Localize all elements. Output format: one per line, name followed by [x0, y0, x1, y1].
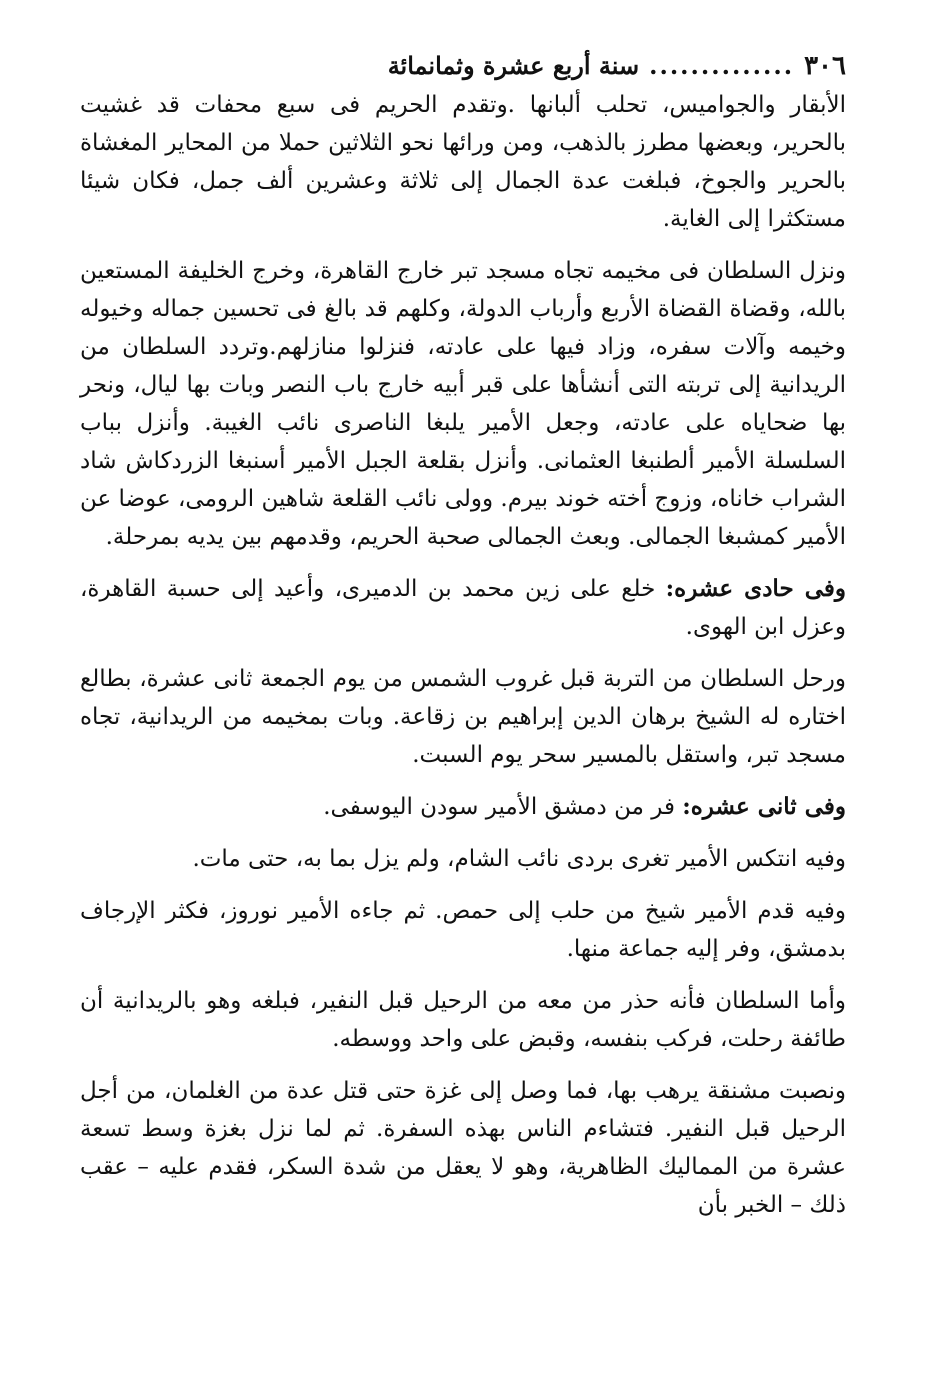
paragraph: [80, 252, 846, 556]
paragraph: [80, 982, 846, 1058]
running-title: سنة أربع عشرة وثمانمائة: [387, 51, 640, 80]
paragraph-lead: وفى ثانى عشره:: [682, 793, 846, 820]
paragraph: [80, 840, 846, 878]
page-number: ٣٠٦: [804, 51, 846, 81]
paragraph-text: ونصبت مشنقة يرهب بها، فما وصل إلى غزة حتى قتل عدة من الغلمان، من أجل الرحيل قبل النفير. فتشاءم الناس بهذه السفرة. ثم لما نزل بغزة وسط تسعة عشرة من المماليك الظاهرية، وهو لا يعقل من شدة السكر، فقدم عليه – عقب ذلك – الخبر بأن: [80, 1078, 846, 1218]
paragraph: [80, 892, 846, 968]
paragraph: [80, 788, 846, 826]
paragraph-lead: وفى حادى عشره:: [665, 575, 846, 602]
paragraph: [80, 660, 846, 774]
running-header: [80, 46, 846, 86]
paragraph: [80, 1072, 846, 1224]
paragraph: [80, 570, 846, 646]
paragraph-text: وفيه انتكس الأمير تغرى بردى نائب الشام، ولم يزل بما به، حتى مات.: [192, 846, 846, 872]
paragraph: [80, 86, 846, 238]
paragraph-text: فر من دمشق الأمير سودن اليوسفى.: [323, 794, 683, 820]
header-leader-dots: ..............: [649, 51, 795, 80]
paragraph-text: خلع على زين محمد بن الدميرى، وأعيد إلى حسبة القاهرة، وعزل ابن الهوى.: [80, 576, 846, 640]
paragraph-text: الأبقار والجواميس، تحلب ألبانها .وتقدم الحريم فى سبع محفات قد غشيت بالحرير، وبعضها مطرز بالذهب، ومن ورائها نحو الثلاثين حملا من المحاير المغشاة بالحرير والجوخ، فبلغت عدة الجمال إلى ثلاثة وعشرين ألف جمل، فكان شيئا مستكثرا إلى الغاية.: [80, 92, 846, 232]
paragraph-text: ونزل السلطان فى مخيمه تجاه مسجد تبر خارج القاهرة، وخرج الخليفة المستعين بالله، وقضاة القضاة الأربع وأرباب الدولة، وكلهم قد بالغ فى تحسين جماله وخيوله وخيمه وآلات سفره، وزاد فيها على عادته، فنزلوا منازلهم.وتردد السلطان من الريدانية إلى تربته التى أنشأها على قبر أبيه خارج باب النصر وبات بها ليال، ونحر بها ضحاياه على عادته، وجعل الأمير يلبغا الناصرى نائب الغيبة. وأنزل بباب السلسلة الأمير ألطنبغا العثمانى. وأنزل بقلعة الجبل الأمير أسنبغا الزردكاش شاد الشراب خاناه، وزوج أخته خوند بيرم. وولى نائب القلعة شاهين الرومى، عوضا عن الأمير كمشبغا الجمالى. وبعث الجمالى صحبة الحريم، وقدمهم بين يديه بمرحلة.: [80, 258, 846, 550]
paragraph-text: وفيه قدم الأمير شيخ من حلب إلى حمص. ثم جاءه الأمير نوروز، فكثر الإرجاف بدمشق، وفر إليه جماعة منها.: [80, 898, 846, 962]
body-text: [80, 86, 846, 1224]
paragraph-text: وأما السلطان فأنه حذر من معه من الرحيل قبل النفير، فبلغه وهو بالريدانية أن طائفة رحلت، فركب بنفسه، وقبض على واحد ووسطه.: [80, 988, 846, 1052]
paragraph-text: ورحل السلطان من التربة قبل غروب الشمس من يوم الجمعة ثانى عشرة، بطالع اختاره له الشيخ برهان الدين إبراهيم بن زقاعة. وبات بمخيمه من الريدانية، تجاه مسجد تبر، واستقل بالمسير سحر يوم السبت.: [80, 666, 846, 768]
